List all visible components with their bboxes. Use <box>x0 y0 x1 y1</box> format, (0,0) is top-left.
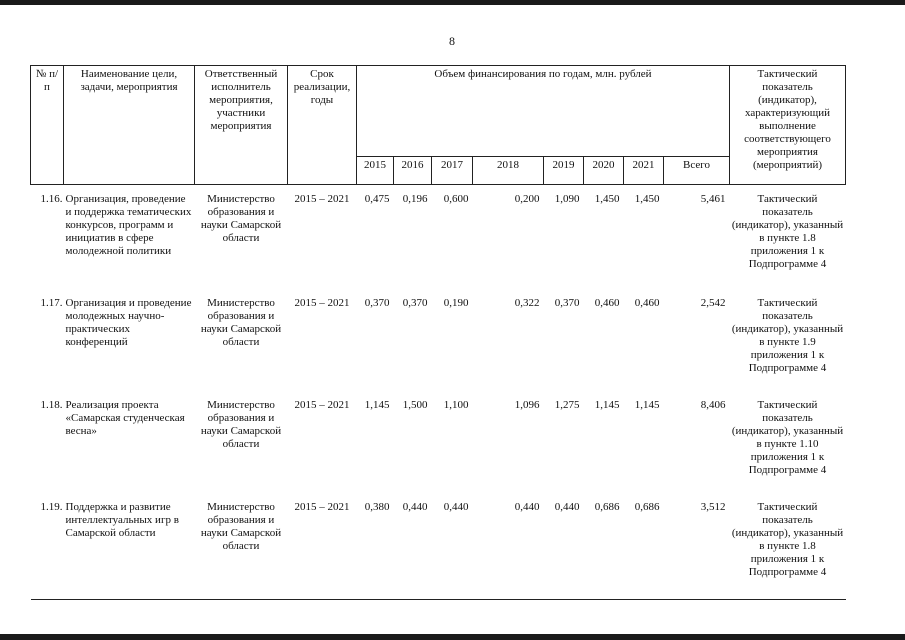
row-value-2018: 0,440 <box>473 499 544 599</box>
row-value-2016: 0,370 <box>402 297 428 309</box>
row-value-2018: 1,096 <box>514 399 540 411</box>
row-value-2015: 0,380 <box>357 499 394 599</box>
row-value-2017: 0,190 <box>443 297 469 309</box>
row-value-2018: 0,200 <box>514 193 540 205</box>
row-name: Организация и проведение молодежных научно-практических конференций <box>65 297 192 348</box>
row-value-2020: 1,145 <box>594 399 620 411</box>
row-number: 1.18. <box>40 399 63 411</box>
row-value-2015: 0,475 <box>364 193 390 205</box>
header-year-2015: 2015 <box>357 157 394 185</box>
row-total: 3,512 <box>664 499 730 599</box>
row-value-2019: 1,090 <box>554 193 580 205</box>
row-value-2015: 0,370 <box>364 297 390 309</box>
row-value-2017: 0,600 <box>443 193 469 205</box>
row-value-2017: 1,100 <box>443 399 469 411</box>
row-indicator: Тактический показатель (индикатор), указанный в пункте 1.10 приложения 1 к Подпрограмме 4 <box>731 399 844 476</box>
table-row <box>31 397 846 499</box>
header-total: Всего <box>664 157 730 185</box>
header-funding: Объем финансирования по годам, млн. рублей <box>357 66 730 157</box>
row-term: 2015 – 2021 <box>294 297 350 309</box>
row-value-2016: 0,196 <box>402 193 428 205</box>
row-value-2020: 0,460 <box>594 297 620 309</box>
table-row <box>31 295 846 397</box>
row-value-2020: 0,686 <box>584 499 624 599</box>
row-value-2021: 1,145 <box>634 399 660 411</box>
page-number: 8 <box>449 34 455 48</box>
row-value-2018: 0,322 <box>514 297 540 309</box>
row-value-2020: 1,450 <box>594 193 620 205</box>
row-value-2021: 1,450 <box>634 193 660 205</box>
row-value-2021: 0,686 <box>624 499 664 599</box>
row-executor: Министерство образования и науки Самарской области <box>195 499 288 599</box>
row-executor: Министерство образования и науки Самарской области <box>200 193 282 244</box>
row-indicator: Тактический показатель (индикатор), указанный в пункте 1.8 приложения 1 к Подпрограмме 4 <box>730 499 846 599</box>
header-year-2016: 2016 <box>394 157 432 185</box>
row-executor: Министерство образования и науки Самарской области <box>200 297 282 348</box>
row-term: 2015 – 2021 <box>294 399 350 411</box>
funding-table <box>30 65 846 600</box>
row-value-2019: 0,440 <box>544 499 584 599</box>
header-year-2021: 2021 <box>624 157 664 185</box>
row-number: 1.17. <box>40 297 63 309</box>
row-name: Реализация проекта «Самарская студенческая весна» <box>65 399 185 437</box>
header-indicator: Тактический показатель (индикатор), характеризующий выполнение соответствующего мероприятия (мероприятий) <box>730 66 846 185</box>
scan-border-top <box>0 0 905 5</box>
row-total: 5,461 <box>700 193 726 205</box>
row-term: 2015 – 2021 <box>288 499 357 599</box>
table-row <box>31 499 846 599</box>
row-value-2019: 1,275 <box>554 399 580 411</box>
row-number: 1.19. <box>31 499 64 599</box>
header-year-2019: 2019 <box>544 157 584 185</box>
row-name: Организация, проведение и поддержка тематических конкурсов, программ и инициатив в сфере молодежной политики <box>65 193 192 257</box>
header-year-2020: 2020 <box>584 157 624 185</box>
row-executor: Министерство образования и науки Самарской области <box>200 399 282 450</box>
row-total: 2,542 <box>700 297 726 309</box>
table-row <box>31 191 846 295</box>
header-year-2017: 2017 <box>432 157 473 185</box>
header-executor: Ответственный исполнитель мероприятия, участники мероприятия <box>195 66 288 185</box>
row-number: 1.16. <box>40 193 63 205</box>
row-total: 8,406 <box>700 399 726 411</box>
row-value-2019: 0,370 <box>554 297 580 309</box>
header-year-2018: 2018 <box>473 157 544 185</box>
row-value-2016: 1,500 <box>402 399 428 411</box>
header-name: Наименование цели, задачи, мероприятия <box>64 66 195 185</box>
row-value-2021: 0,460 <box>634 297 660 309</box>
scan-border-bottom <box>0 634 905 640</box>
row-value-2016: 0,440 <box>394 499 432 599</box>
row-indicator: Тактический показатель (индикатор), указанный в пункте 1.8 приложения 1 к Подпрограмме 4 <box>731 193 844 270</box>
row-value-2017: 0,440 <box>432 499 473 599</box>
row-indicator: Тактический показатель (индикатор), указанный в пункте 1.9 приложения 1 к Подпрограмме 4 <box>731 297 844 374</box>
row-name: Поддержка и развитие интеллектуальных игр в Самарской области <box>64 499 195 599</box>
header-no: № п/п <box>31 66 64 185</box>
header-term: Срок реализации, годы <box>288 66 357 185</box>
row-term: 2015 – 2021 <box>294 193 350 205</box>
row-value-2015: 1,145 <box>364 399 390 411</box>
